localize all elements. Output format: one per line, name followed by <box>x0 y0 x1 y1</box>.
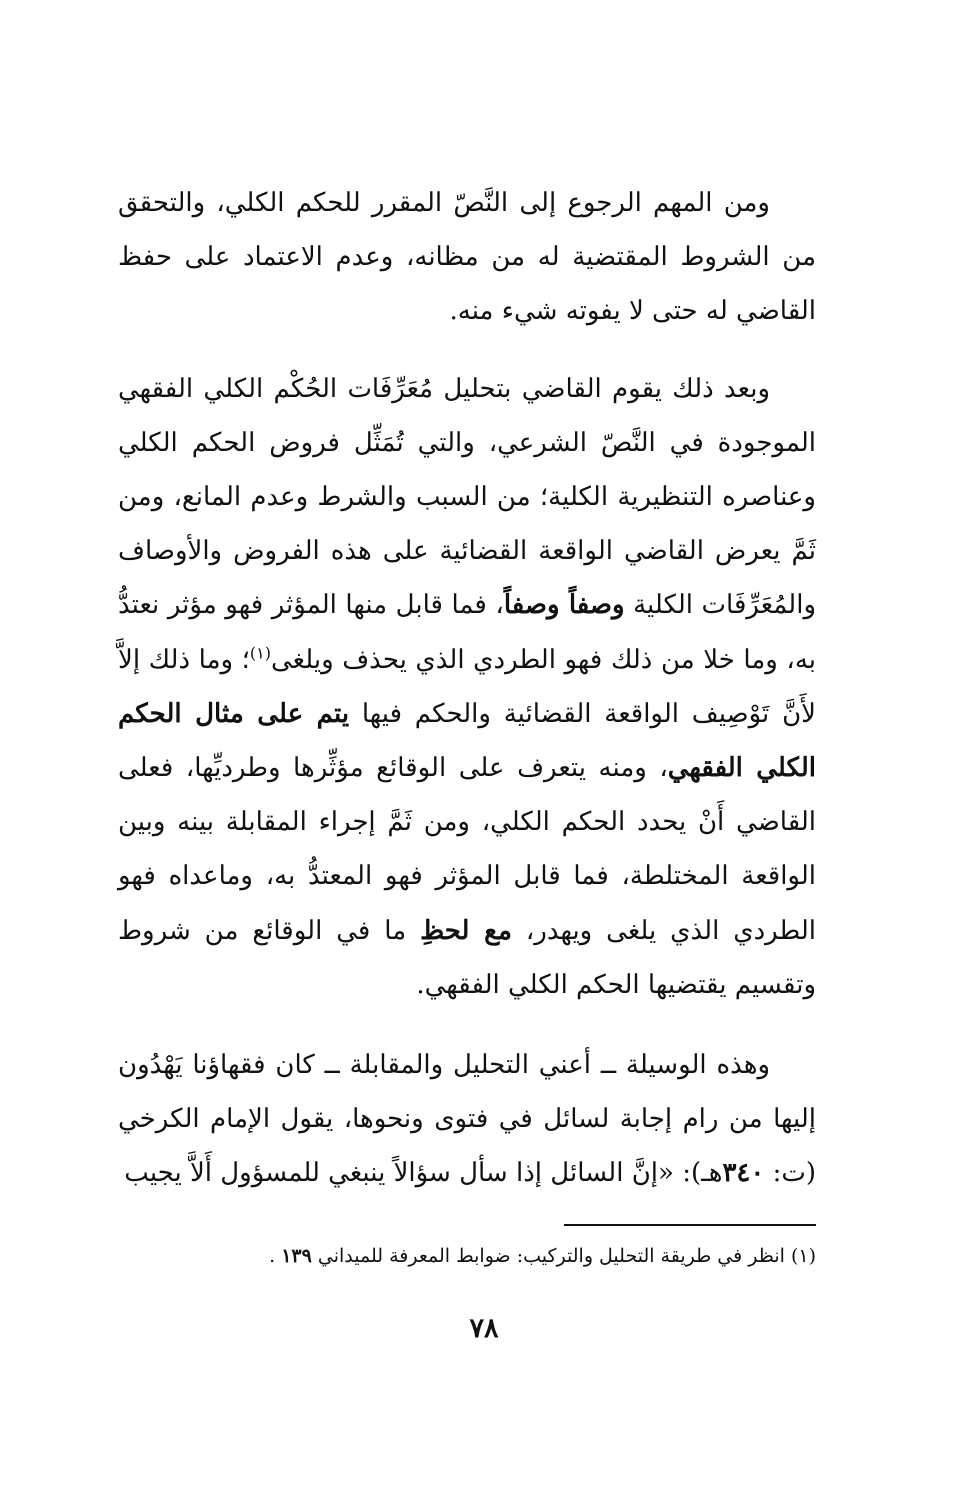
paragraph-3 <box>118 1038 816 1201</box>
footnote-text: انظر في طريقة التحليل والتركيب: ضوابط المعرفة للميداني <box>317 1245 785 1267</box>
paragraph-2-bold-1: وصفاً وصفاً <box>503 590 625 621</box>
footnote-reference[interactable]: (١) <box>249 642 272 662</box>
paragraph-2-part-3: ؛ وما ذلك إلاَّ لأَنَّ تَوْصِيف الواقعة القضائية والحكم فيها <box>118 644 816 729</box>
footnote-number: (١) <box>790 1245 816 1267</box>
paragraph-2-bold-2: يتم على مثال الحكم الكلي الفقهي <box>118 698 816 784</box>
footnote-separator <box>564 1224 816 1226</box>
paragraph-1-text: ومن المهم الرجوع إلى النَّصّ المقرر للحكم الكلي، والتحقق من الشروط المقتضية له من مظانه، وعدم الاعتماد على حفظ القاضي له حتى لا يفوته شيء منه. <box>118 188 816 327</box>
paragraph-2-part-1: وبعد ذلك يقوم القاضي بتحليل مُعَرِّفَات الحُكْم الكلي الفقهي الموجودة في النَّصّ الشرعي، والتي تُمَثِّل فروض الحكم الكلي وعناصره التنظيرية الكلية؛ من السبب والشرط وعدم المانع، ومن ثَمَّ يعرض القاضي الواقعة القضائية على هذه الفروض والأوصاف والمُعَرِّفَات الكلية <box>118 373 816 621</box>
footnote-end: . <box>269 1245 276 1267</box>
paragraph-2-part-5: ما في الوقائع من شروط وتقسيم يقتضيها الحكم الكلي الفقهي. <box>118 915 816 1000</box>
paragraph-1 <box>118 176 816 339</box>
paragraph-3-year: ٣٤٠ <box>722 1158 765 1189</box>
page-number: ٧٨ <box>469 1313 499 1344</box>
paragraph-2-part-2: ، فما قابل منها المؤثر فهو مؤثر نعتدُّ به، وما خلا من ذلك فهو الطردي الذي يحذف ويلغى <box>118 590 816 675</box>
paragraph-2 <box>118 362 816 1012</box>
paragraph-3-part-1: وهذه الوسيلة ــ أعني التحليل والمقابلة ــ كان فقهاؤنا يَهْدُون إليها من رام إجابة لسائل في فتوى ونحوها، يقول الإمام الكرخي (ت: <box>118 1050 816 1189</box>
paragraph-2-part-4: ، ومنه يتعرف على الوقائع مؤثِّرها وطرديِّها، فعلى القاضي أَنْ يحدد الحكم الكلي، ومن ثَمَّ إجراء المقابلة بينه وبين الواقعة المختلطة، فما قابل المؤثر فهو المعتدُّ به، وماعداه فهو الطردي الذي يلغى ويهدر، <box>118 753 816 946</box>
footnote-page: ١٣٩ <box>281 1245 312 1267</box>
footnote <box>118 1240 816 1272</box>
page-body <box>118 176 816 1201</box>
paragraph-2-bold-3: مع لحظِ <box>420 915 512 946</box>
paragraph-3-part-2: هـ): «إنَّ السائل إذا سأل سؤالاً ينبغي للمسؤول أَلاَّ يجيب <box>124 1158 723 1189</box>
